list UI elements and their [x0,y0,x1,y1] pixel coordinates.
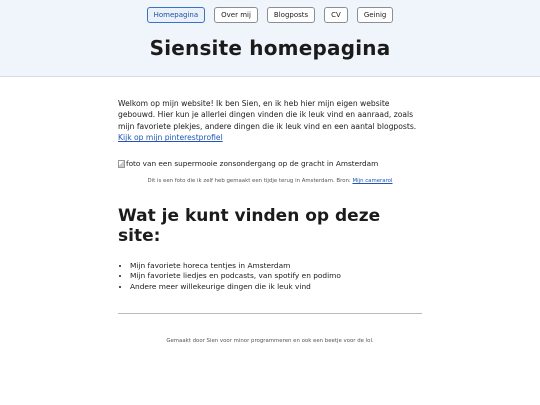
page-title: Siensite homepagina [149,36,391,60]
caption-text: Dit is een foto die ik zelf heb gemaakt een tijdje terug in Amsterdam. Bron: [147,177,353,184]
camera-roll-link[interactable]: Mijn camerarol [352,177,393,184]
photo-caption [118,178,422,184]
footer-divider [118,313,422,314]
photo-figure [118,159,422,169]
photo-alt-text: foto van een supermooie zonsondergang op de gracht in Amsterdam [126,158,379,168]
main-content [118,98,422,292]
list-item: • Mijn favoriete liedjes en podcasts, van spotify en podimo [130,271,422,282]
nav-button-cv[interactable]: CV [324,7,348,23]
nav-button-blogposts[interactable]: Blogposts [267,7,315,23]
footer-text: Gemaakt door Sien voor minor programmeren en ook een beetje voor de lol. [166,338,374,344]
feature-list [118,261,422,293]
page-header [0,0,540,77]
nav-button-over-mij[interactable]: Over mij [214,7,258,23]
intro-text: Welkom op mijn website! Ik ben Sien, en ik heb hier mijn eigen website gebouwd. Hier kun je allerlei dingen vinden die ik leuk vind en aanraad, zoals mijn favoriete plekjes, andere dingen die ik leuk vind en een aantal blogposts. [118,99,417,131]
section-title: Wat je kunt vinden op deze site: [118,205,381,246]
list-item: • Mijn favoriete horeca tentjes in Amsterdam [130,261,422,272]
nav-button-geinig[interactable]: Geinig [357,7,394,23]
intro-paragraph [118,98,422,144]
main-nav [0,7,540,23]
list-item: • Andere meer willekeurige dingen die ik leuk vind [130,282,422,293]
broken-image-icon [118,160,125,168]
nav-button-homepagina[interactable]: Homepagina [147,7,206,23]
pinterest-link[interactable]: Kijk op mijn pinterestprofiel [118,133,223,143]
